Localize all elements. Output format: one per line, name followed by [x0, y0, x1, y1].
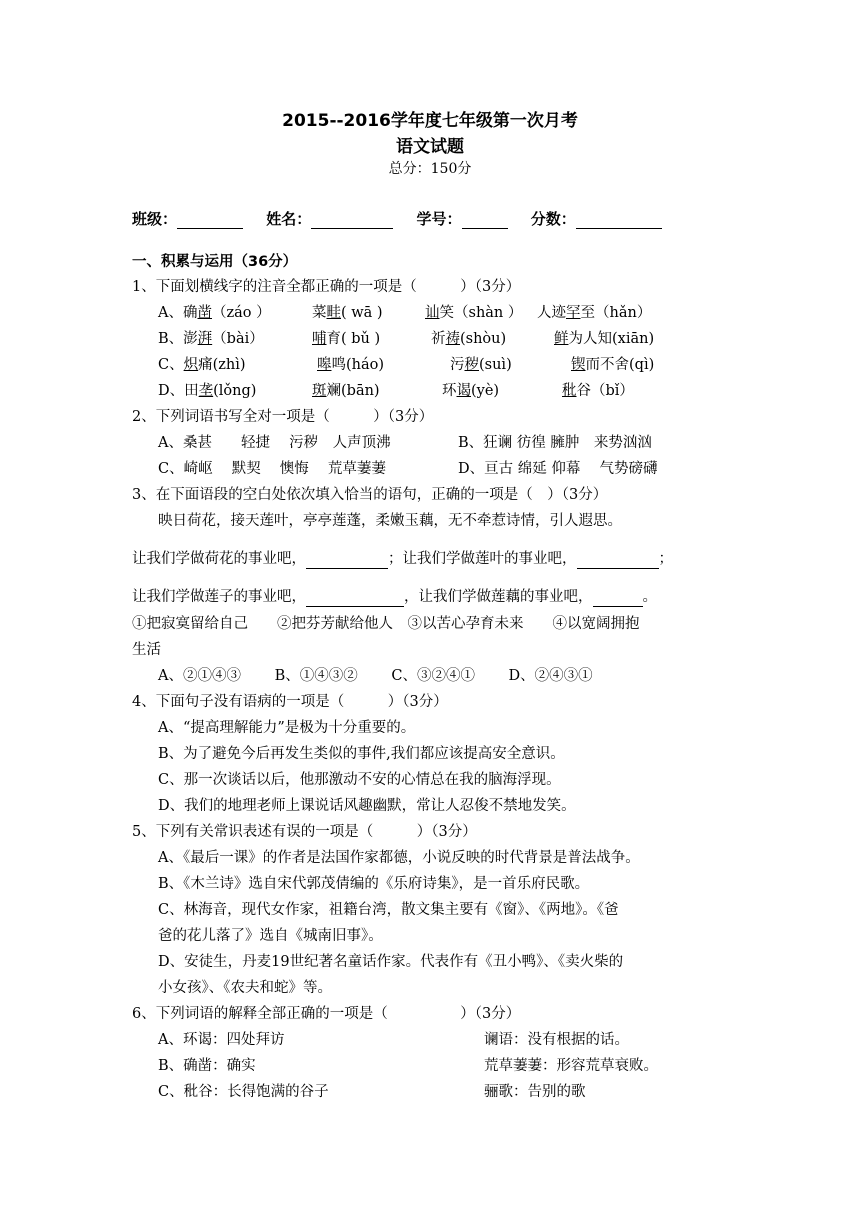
exam-title: 2015--2016学年度七年级第一次月考: [282, 111, 578, 131]
q5-option-a: A、《最后一课》的作者是法国作家都德，小说反映的时代背景是普法战争。: [158, 850, 640, 866]
q3-choices: A、②①④③ B、①④③② C、③②④① D、②④③①: [158, 668, 593, 684]
total-score: 总分：150分: [388, 161, 472, 177]
q1-option-d: D、田垄(lǒng) 斑斓(bān) 环谒(yè) 秕谷（bǐ）: [158, 383, 634, 399]
name-label: 姓名：: [266, 210, 312, 228]
q6-option-c-left: C、秕谷：长得饱满的谷子: [158, 1084, 329, 1100]
q1-option-b: B、澎湃（bài） 哺育( bǔ ) 祈祷(shòu) 鲜为人知(xiān): [158, 331, 655, 347]
q6-option-c-right: 骊歌：告别的歌: [484, 1084, 586, 1100]
q2-option-d: D、亘古 绵延 仰幕 气势磅礴: [458, 461, 658, 477]
q3-options-line1: ①把寂寞留给自己 ②把芬芳献给他人 ③以苦心孕育未来 ④以宽阔拥抱: [132, 616, 640, 632]
q4-option-b: B、为了避免今后再发生类似的事件,我们都应该提高安全意识。: [158, 746, 565, 762]
q1-option-a: A、确凿（záo ） 菜畦( wā ) 讪笑（shàn ） 人迹罕至（hǎn）: [158, 305, 652, 321]
q3-passage-line2: 让我们学做莲子的事业吧， ，让我们学做莲藕的事业吧， 。: [132, 589, 657, 605]
q4-option-d: D、我们的地理老师上课说话风趣幽默，常让人忍俊不禁地发笑。: [158, 798, 576, 814]
class-blank[interactable]: [177, 212, 243, 229]
q5-option-b: B、《木兰诗》选自宋代郭茂倩编的《乐府诗集》，是一首乐府民歌。: [158, 876, 590, 892]
section-heading: 一、积累与运用（36分）: [132, 254, 298, 270]
q2-option-a: A、桑甚 轻捷 污秽 人声顶沸: [158, 435, 391, 451]
q6-option-b-right: 荒草萋萋：形容荒草衰败。: [484, 1058, 658, 1074]
q5-option-c-line1: C、林海音，现代女作家，祖籍台湾，散文集主要有《窗》、《两地》。《爸: [158, 902, 619, 918]
q1-option-c: C、炽痛(zhì) 嗥鸣(háo) 污秽(suì) 锲而不舍(qì): [158, 357, 655, 373]
q6-option-a-left: A、环谒：四处拜访: [158, 1032, 285, 1048]
q6-option-a-right: 谰语：没有根据的话。: [484, 1032, 629, 1048]
q5-stem: 5、下列有关常识表述有误的一项是（ ）（3分）: [132, 824, 477, 840]
q3-intro: 映日荷花，接天莲叶，亭亭莲蓬，柔嫩玉藕，无不牵惹诗情，引人遐思。: [158, 513, 622, 529]
student-info: [132, 208, 680, 229]
score-blank[interactable]: [576, 212, 662, 229]
id-blank[interactable]: [462, 212, 508, 229]
q4-stem: 4、下面句子没有语病的一项是（ ）（3分）: [132, 694, 448, 710]
q3-passage-line1: 让我们学做荷花的事业吧， ；让我们学做莲叶的事业吧， ；: [132, 551, 673, 567]
q3-blank-3[interactable]: [306, 590, 404, 607]
q6-option-b-left: B、确凿：确实: [158, 1058, 256, 1074]
q5-option-d-line1: D、安徒生，丹麦19世纪著名童话作家。代表作有《丑小鸭》、《卖火柴的: [158, 954, 624, 970]
q6-stem: 6、下列词语的解释全部正确的一项是（ ）（3分）: [132, 1006, 521, 1022]
exam-subject: 语文试题: [396, 137, 464, 157]
class-label: 班级：: [132, 210, 178, 228]
q4-option-c: C、那一次谈话以后，他那激动不安的心情总在我的脑海浮现。: [158, 772, 561, 788]
q2-stem: 2、下列词语书写全对一项是（ ）（3分）: [132, 409, 434, 425]
q3-blank-1[interactable]: [306, 552, 388, 569]
q4-option-a: A、“提高理解能力”是极为十分重要的。: [158, 720, 416, 736]
q5-option-c-line2: 爸的花儿落了》选自《城南旧事》。: [158, 928, 383, 944]
id-label: 学号：: [416, 210, 462, 228]
q2-option-b: B、狂谰 彷徨 臃肿 来势汹汹: [458, 435, 652, 451]
name-blank[interactable]: [311, 212, 393, 229]
score-label: 分数：: [530, 210, 576, 228]
q3-options-line2: 生活: [132, 642, 161, 658]
q1-stem: 1、下面划横线字的注音全都正确的一项是（ ）（3分）: [132, 279, 521, 295]
q3-blank-2[interactable]: [577, 552, 659, 569]
q2-option-c: C、崎岖 默契 懊悔 荒草萋萋: [158, 461, 386, 477]
q3-blank-4[interactable]: [593, 590, 643, 607]
q3-stem: 3、在下面语段的空白处依次填入恰当的语句，正确的一项是（ ）（3分）: [132, 487, 608, 503]
q5-option-d-line2: 小女孩》、《农夫和蛇》等。: [158, 980, 332, 996]
